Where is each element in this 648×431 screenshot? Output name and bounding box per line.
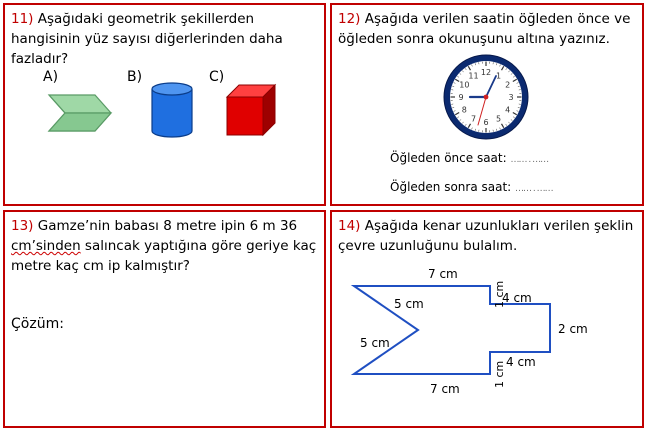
question-body: Aşağıda verilen saatin öğleden önce ve öğleden sonra okunuşunu altına yazınız. xyxy=(338,11,631,47)
label-top: 7 cm xyxy=(428,267,458,281)
option-c-label: C) xyxy=(209,69,225,85)
cube-shape xyxy=(223,81,279,139)
morning-label: Öğleden önce saat: xyxy=(390,151,507,165)
question-number: 13) xyxy=(11,218,34,234)
clock-number: 11 xyxy=(468,71,479,81)
perimeter-shape xyxy=(332,262,646,428)
label-lower-step-vertical: 1 cm xyxy=(493,360,506,388)
clock-number: 7 xyxy=(470,114,477,124)
option-b-label: B) xyxy=(127,69,143,85)
question-12-card xyxy=(330,3,644,206)
label-bottom: 7 cm xyxy=(430,382,460,396)
question-number: 11) xyxy=(11,11,34,27)
question-body: Aşağıdaki geometrik şekillerden hangisinin yüz sayısı diğerlerinden daha fazladır? xyxy=(11,11,283,67)
label-upper-step-vertical: 1 cm xyxy=(493,280,506,308)
question-body: Aşağıda kenar uzunlukları verilen şeklin çevre uzunluğunu bulalım. xyxy=(338,218,634,254)
question-11-text xyxy=(11,9,318,69)
afternoon-label: Öğleden sonra saat: xyxy=(390,180,512,194)
afternoon-answer-blank[interactable]: …… . …… xyxy=(515,184,553,194)
question-number: 12) xyxy=(338,11,361,27)
analog-clock xyxy=(442,53,530,141)
clock-number: 8 xyxy=(461,105,467,115)
clock-number: 5 xyxy=(495,114,502,124)
question-14-card xyxy=(330,210,644,428)
label-lower-left-diagonal: 5 cm xyxy=(360,336,390,350)
label-lower-step-horizontal: 4 cm xyxy=(506,355,536,369)
clock-number: 3 xyxy=(508,93,514,102)
question-body-line-1: Gamze’nin babası 8 metre ipin 6 m 36 xyxy=(33,218,298,234)
question-13-card xyxy=(3,210,326,428)
afternoon-time-row xyxy=(390,180,553,194)
underlined-word: cm’sinden xyxy=(11,238,81,254)
morning-time-row xyxy=(390,151,548,165)
triangular-prism-shape xyxy=(45,89,117,135)
label-upper-step-horizontal: 4 cm xyxy=(502,291,532,305)
clock-number: 9 xyxy=(458,93,464,102)
question-body-rest: salıncak yaptığına göre geriye kaç metre kaç cm ip kalmıştır? xyxy=(11,238,317,274)
question-14-text xyxy=(338,216,636,256)
clock-number: 1 xyxy=(495,71,502,81)
label-right: 2 cm xyxy=(558,322,588,336)
question-13-text xyxy=(11,216,318,276)
solution-label: Çözüm: xyxy=(11,316,64,332)
question-12-text xyxy=(338,9,636,49)
clock-number: 12 xyxy=(480,68,492,77)
question-11-card xyxy=(3,3,326,206)
morning-answer-blank[interactable]: …… . …… xyxy=(510,155,549,165)
clock-number: 2 xyxy=(505,80,511,90)
clock-number: 4 xyxy=(505,105,511,115)
clock-number: 6 xyxy=(483,118,489,127)
clock-number: 10 xyxy=(459,80,470,90)
option-a-label: A) xyxy=(43,69,59,85)
cylinder-shape xyxy=(147,81,197,141)
question-number: 14) xyxy=(338,218,361,234)
label-upper-left-diagonal: 5 cm xyxy=(394,297,424,311)
